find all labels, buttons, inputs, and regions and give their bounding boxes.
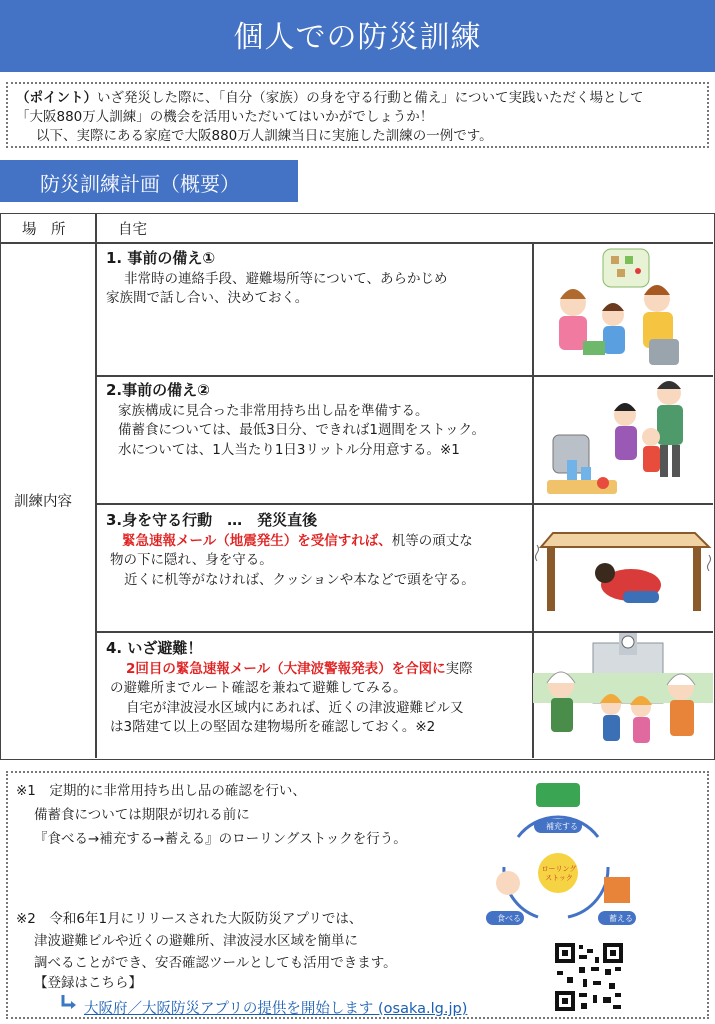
emergency-kit-illustration <box>533 375 713 503</box>
item-4-alert: 2回目の緊急速報メール（大津波警報発表）を合図に <box>126 660 446 677</box>
place-value: 自宅 <box>118 222 147 238</box>
item-2 <box>96 381 485 460</box>
cycle-store-label: 蓄える <box>609 914 633 923</box>
item-4-line: 実際 <box>445 660 473 677</box>
item-3-line: 近くに机等がなければ、クッションや本などで頭を守る。 <box>124 571 475 588</box>
page-title: 個人での防災訓練 <box>233 20 482 55</box>
intro-label: （ポイント） <box>16 90 97 106</box>
hide-under-desk-illustration <box>533 505 713 631</box>
item-1-line: 家族間で話し合い、決めておく。 <box>106 290 309 306</box>
evacuation-illustration <box>533 633 713 759</box>
note-2-line: ※2 令和6年1月にリリースされた大阪防災アプリでは、 <box>16 911 363 927</box>
item-2-line: 家族構成に見合った非常用持ち出し品を準備する。 <box>118 402 429 419</box>
item-4 <box>96 639 473 738</box>
item-3-heading: 3.身を守る行動 … 発災直後 <box>106 511 318 529</box>
note-1-line: 備蓄食については期限が切れる前に <box>34 807 250 823</box>
notes-box <box>6 771 709 1019</box>
note-1-line: ※1 定期的に非常用持ち出し品の確認を行い、 <box>16 783 306 799</box>
section-title: 防災訓練計画（概要） <box>40 172 240 196</box>
cycle-replenish-label: 補充する <box>546 822 578 831</box>
section-header <box>0 160 298 202</box>
item-3-line: 物の下に隠れ、身を守る。 <box>110 552 273 568</box>
note-1-line: 『食べる→補充する→蓄える』のローリングストックを行う。 <box>34 831 407 847</box>
qr-code[interactable] <box>553 941 625 1013</box>
item-1-line: 非常時の連絡手段、避難場所等について、あらかじめ <box>124 270 448 287</box>
item-3 <box>96 511 475 590</box>
note-2-line: 【登録はこちら】 <box>34 975 142 991</box>
item-4-line: の避難所までルート確認を兼ねて避難してみる。 <box>110 680 407 696</box>
content-label: 訓練内容 <box>14 494 72 510</box>
item-4-line: は3階建て以上の堅固な建物場所を確認しておく。※2 <box>110 719 436 735</box>
item-1-heading: 1. 事前の備え① <box>106 249 216 267</box>
family-meeting-illustration <box>533 243 713 373</box>
note-2-line: 津波避難ビルや近くの避難所、津波浸水区域を簡単に <box>34 933 358 949</box>
item-4-heading: 4. いざ避難！ <box>106 639 203 657</box>
item-4-line: 自宅が津波浸水区域内にあれば、近くの津波避難ビル又 <box>126 699 464 716</box>
item-3-alert: 緊急速報メール（地震発生）を受信すれば、 <box>122 532 392 549</box>
intro-line-3: 以下、実際にある家庭で大阪880万人訓練当日に実施した訓練の一例です。 <box>36 128 493 144</box>
item-2-line: 備蓄食については、最低3日分、できれば1週間をストック。 <box>118 422 485 438</box>
intro-line-1: いざ発災した際に、「自分（家族）の身を守る行動と備え」について実践いただく場として <box>97 90 644 106</box>
cycle-eat-label: 食べる <box>497 914 521 923</box>
item-2-line: 水については、1人当たり1日3リットル分用意する。※1 <box>118 441 460 458</box>
cycle-center-label: ローリング ストック <box>541 865 577 882</box>
item-1 <box>96 249 447 309</box>
item-3-line: 机等の頑丈な <box>391 532 473 549</box>
item-2-heading: 2.事前の備え② <box>106 381 210 399</box>
link-arrow-icon <box>60 993 78 1011</box>
intro-line-2: 「大阪880万人訓練」の機会を活用いただいてはいかがでしょうか！ <box>16 109 434 125</box>
note-2-line: 調べることができ、安否確認ツールとしても活用できます。 <box>34 955 397 971</box>
app-link[interactable]: 大阪府／大阪防災アプリの提供を開始します (osaka.lg.jp) <box>84 1001 468 1017</box>
place-label: 場 所 <box>22 222 66 238</box>
intro-box <box>6 82 709 148</box>
